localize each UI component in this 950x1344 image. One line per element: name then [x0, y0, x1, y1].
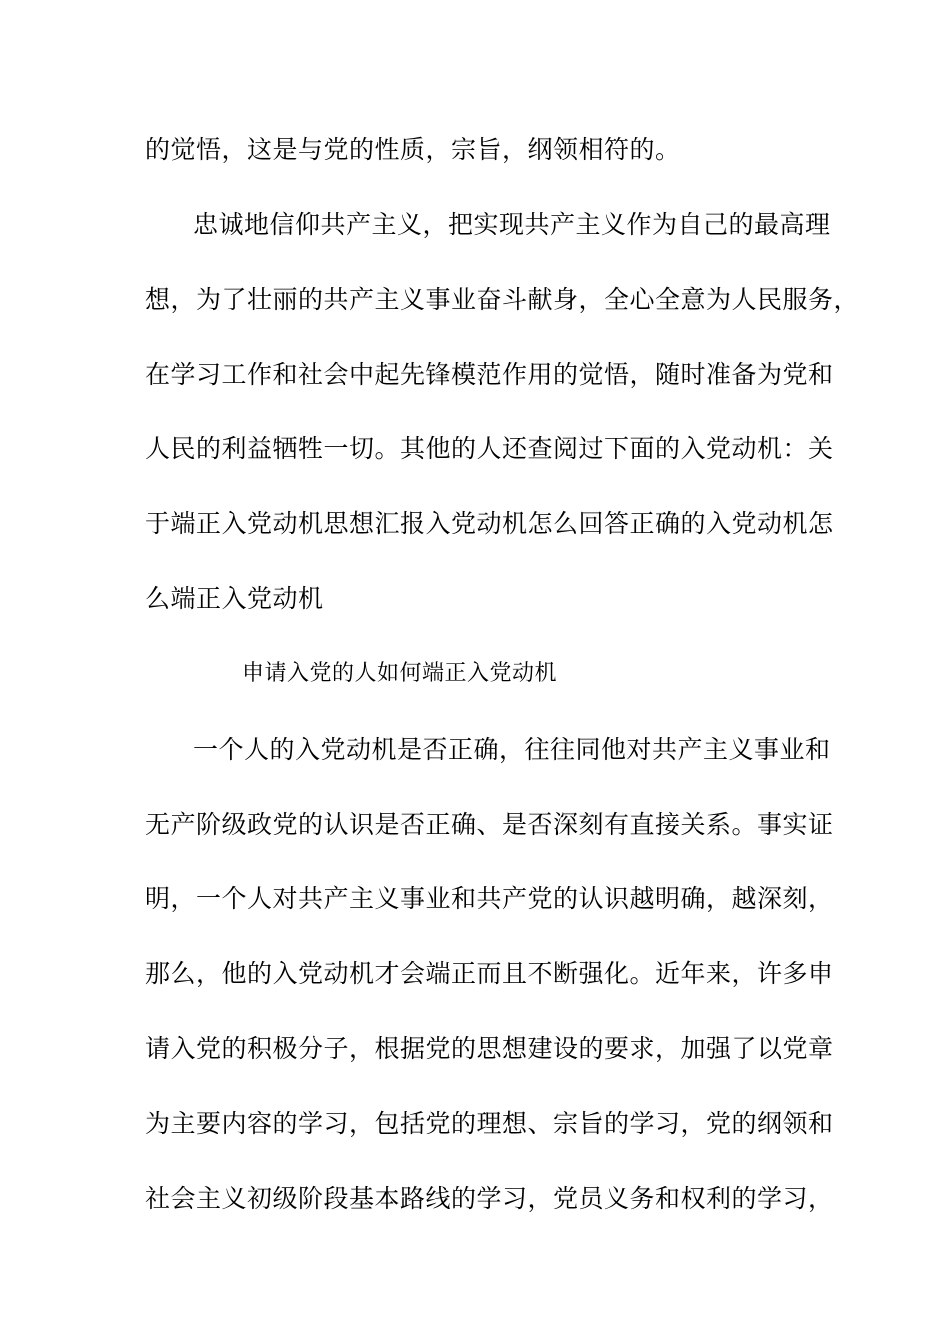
text-line: 忠诚地信仰共产主义，把实现共产主义作为自己的最高理 — [193, 210, 831, 239]
text-line: 无产阶级政党的认识是否正确、是否深刻有直接关系。事实证 — [145, 810, 834, 839]
text-line: 么端正入党动机 — [145, 584, 324, 613]
text-line: 明，一个人对共产主义事业和共产党的认识越明确，越深刻， — [145, 884, 834, 913]
text-line: 请入党的积极分子，根据党的思想建设的要求，加强了以党章 — [145, 1034, 834, 1063]
text-line: 社会主义初级阶段基本路线的学习，党员义务和权利的学习， — [145, 1184, 834, 1213]
text-line: 于端正入党动机思想汇报入党动机怎么回答正确的入党动机怎 — [145, 509, 834, 538]
section-heading: 申请入党的人如何端正入党动机 — [242, 661, 558, 686]
text-line: 的觉悟，这是与党的性质，宗旨，纲领相符的。 — [145, 135, 681, 164]
text-line: 一个人的入党动机是否正确，往往同他对共产主义事业和 — [193, 735, 831, 764]
text-line: 那么，他的入党动机才会端正而且不断强化。近年来，许多申 — [145, 959, 834, 988]
text-line: 想，为了壮丽的共产主义事业奋斗献身，全心全意为人民服务， — [145, 285, 860, 314]
text-line: 为主要内容的学习，包括党的理想、宗旨的学习，党的纲领和 — [145, 1109, 834, 1138]
text-line: 在学习工作和社会中起先锋模范作用的觉悟，随时准备为党和 — [145, 360, 834, 389]
text-line: 人民的利益牺牲一切。其他的人还查阅过下面的入党动机：关 — [145, 434, 834, 463]
